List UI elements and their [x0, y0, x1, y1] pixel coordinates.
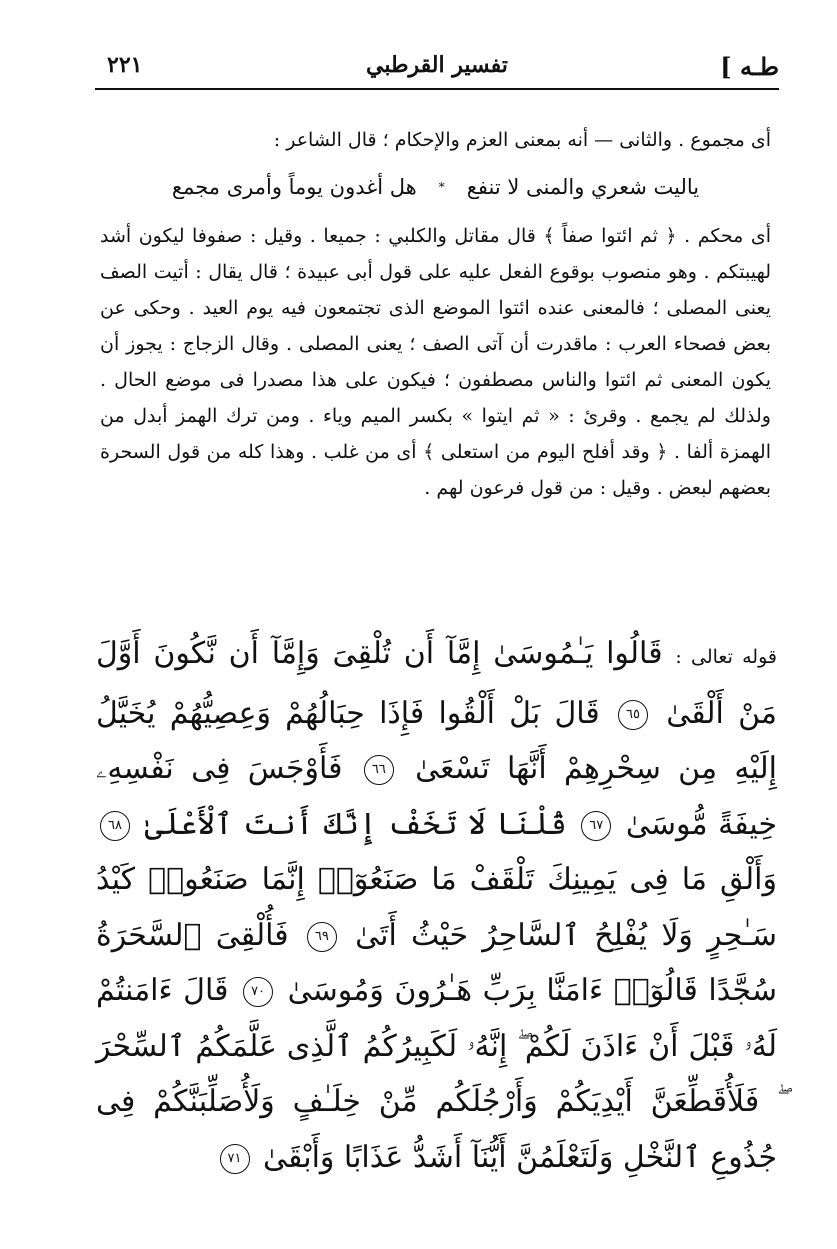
verse-text: فَأُلْقِىَ ٱلسَّحَرَةُ سُجَّدًا قَالُوٓا۟ ءَامَنَّا بِرَبِّ هَـٰرُونَ وَمُوسَىٰ [96, 917, 777, 1008]
quran-quote: ﴿ وقد أفلح اليوم من استعلى ﴾ [423, 441, 668, 463]
quran-verses-block [96, 626, 777, 1185]
commentary-paragraph: أى مجموع . والثانى — أنه بمعنى العزم والإحكام ؛ قال الشاعر : [273, 129, 771, 151]
ayah-number-marker: ٦٧ [581, 811, 611, 841]
commentary-text: بكسر الميم وياء . ومن ترك الهمز أبدل من الهمزة ألفا . [100, 405, 772, 463]
verse-intro: قوله تعالى : [675, 646, 777, 668]
poem-verse [100, 164, 771, 210]
verse-text: قَالُوا يَـٰمُوسَىٰ إِمَّآ أَن تُلْقِىَ وَإِمَّآ أَن نَّكُونَ أَوَّلَ مَنْ أَلْقَىٰ [96, 636, 778, 731]
verse-text: قَالَ ءَامَنتُمْ لَهُۥ قَبْلَ أَنْ ءَاذَنَ لَكُمْ ۖ إِنَّهُۥ لَكَبِيرُكُمُ ٱلَّذِى عَلَّمَكُمُ ٱلسِّحْرَ ۖ فَلَأُقَطِّعَنَّ أَيْدِيَكُمْ وَأَرْجُلَكُم مِّنْ خِلَـٰفٍ وَلَأُصَلِّبَنَّكُمْ فِى جُذُوعِ ٱلنَّخْلِ وَلَتَعْلَمُنَّ أَيُّنَآ أَشَدُّ عَذَابًا وَأَبْقَىٰ [96, 973, 777, 1175]
ayah-number-marker: ٧٠ [243, 977, 273, 1007]
verse-text: قُلْنَا لَا تَخَفْ إِنَّكَ أَنتَ ٱلْأَعْلَىٰ [144, 806, 567, 842]
running-header [95, 48, 779, 90]
reading-variant: « ثم ايتوا » [461, 405, 560, 427]
commentary-text: أى من غلب . وهذا كله من قول السحرة بعضهم لبعض . وقيل : من قول فرعون لهم . [100, 441, 771, 499]
ayah-number-marker: ٦٥ [618, 700, 648, 730]
poem-hemistich-left: هل أغدون يوماً وأمرى مجمع [171, 175, 417, 199]
commentary-text: قال مقاتل والكلبي : جميعا . وقيل : صفوفا ليكون أشد لهيبتكم . وهو منصوب بوقوع الفعل عليه على قول أبى عبيدة ؛ قال يقال : أتيت الصف يعنى المصلى ؛ فالمعنى عنده ائتوا الموضع الذى تجتمعون فيه يوم العيد . وحكى عن بعض فصحاء العرب : ماقدرت أن آتى الصف ؛ يعنى المصلى . وقال الزجاج : يجوز أن يكون المعنى ثم ائتوا والناس مصطفون ؛ فيكون على هذا مصدرا فى موضع الحال . ولذلك لم يجمع . وقرئ : [100, 225, 771, 427]
verse-text: قَالَ بَلْ أَلْقُوا فَإِذَا حِبَالُهُمْ وَعِصِيُّهُمْ يُخَيَّلُ إِلَيْهِ مِن سِحْرِهِمْ أَنَّهَا تَسْعَىٰ [96, 695, 777, 786]
quran-quote: ﴿ ثم ائتوا صفاً ﴾ [543, 225, 677, 247]
ayah-number-marker: ٦٨ [100, 811, 130, 841]
surah-name: طـه ] [720, 52, 779, 81]
poem-separator: * [438, 180, 445, 194]
commentary-text: أى محكم . [684, 225, 771, 247]
ayah-number-marker: ٦٦ [364, 755, 394, 785]
book-title: تفسير القرطبي [366, 52, 508, 78]
poem-hemistich-right: ياليت شعري والمنى لا تنفع [466, 175, 700, 199]
verse-text: فَأَوْجَسَ فِى نَفْسِهِۦ خِيفَةً مُّوسَىٰ [96, 751, 777, 842]
page-number: ٢٢١ [107, 52, 143, 78]
commentary-paragraph [100, 218, 771, 506]
verse-text: وَأَلْقِ مَا فِى يَمِينِكَ تَلْقَفْ مَا صَنَعُوٓا۟ إِنَّمَا صَنَعُوا۟ كَيْدُ سَـٰحِرٍ وَلَا يُفْلِحُ ٱلسَّاحِرُ حَيْثُ أَتَىٰ [96, 862, 777, 953]
commentary-block [100, 122, 771, 506]
ayah-number-marker: ٦٩ [307, 922, 337, 952]
ayah-number-marker: ٧١ [220, 1144, 250, 1174]
